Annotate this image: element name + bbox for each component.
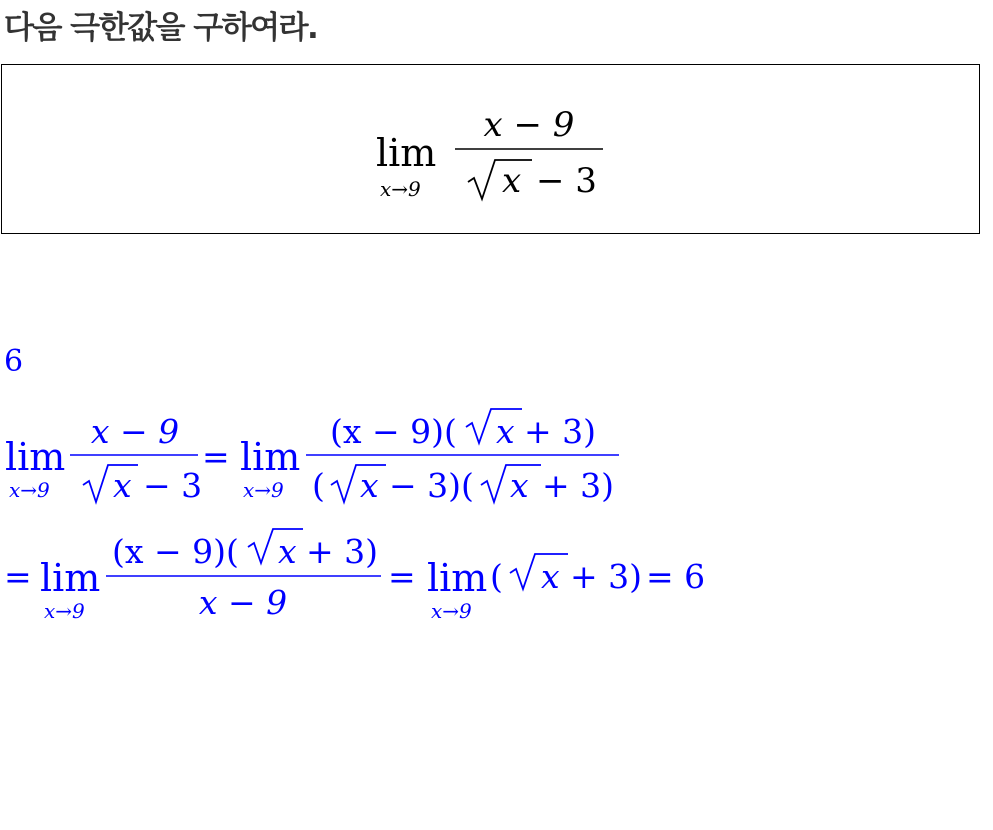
left-numerator: x − 9 — [90, 412, 180, 451]
expr-close: + 3) — [570, 557, 643, 596]
lim-subscript: x→9 — [380, 177, 421, 201]
right-numerator-a: (x − 9)( — [330, 412, 457, 451]
lim-subscript: x→9 — [9, 478, 50, 502]
equals-sign: = — [388, 557, 416, 596]
right-numerator-b: + 3) — [524, 412, 597, 451]
solution-line-1 — [0, 405, 640, 505]
lim-operator: lim — [240, 435, 301, 479]
numerator-a: (x − 9)( — [112, 532, 239, 571]
sqrt-radicand: x — [502, 161, 522, 201]
sqrt-radicand: x — [541, 557, 560, 596]
right-denominator-b: − 3)( — [389, 466, 474, 505]
lim-operator: lim — [5, 435, 66, 479]
numerator: x − 9 — [483, 105, 575, 145]
result: = 6 — [646, 557, 706, 596]
denominator: x − 9 — [198, 583, 288, 622]
problem-box — [1, 64, 980, 234]
denominator-rest: − 3 — [536, 161, 597, 201]
expr-open: ( — [490, 557, 503, 596]
lim-subscript: x→9 — [243, 478, 284, 502]
sqrt-sign — [468, 160, 532, 199]
answer-value: 6 — [4, 344, 24, 379]
sqrt-radicand: x — [278, 532, 297, 571]
lim-subscript: x→9 — [431, 599, 472, 623]
equals-sign: = — [202, 437, 230, 476]
right-denominator-c: + 3) — [542, 466, 615, 505]
sqrt-radicand: x — [360, 466, 379, 505]
equals-sign: = — [4, 557, 32, 596]
solution-line-2 — [0, 525, 720, 625]
sqrt-radicand: x — [496, 412, 515, 451]
lim-subscript: x→9 — [44, 599, 85, 623]
sqrt-radicand: x — [510, 466, 529, 505]
numerator-b: + 3) — [306, 532, 379, 571]
lim-operator: lim — [427, 556, 488, 600]
lim-operator: lim — [40, 556, 101, 600]
lim-operator: lim — [376, 131, 437, 175]
right-denominator-a: ( — [312, 466, 325, 505]
problem-formula — [2, 65, 978, 233]
left-denominator-rest: − 3 — [143, 466, 203, 505]
instruction-heading: 다음 극한값을 구하여라. — [4, 10, 318, 46]
sqrt-radicand: x — [113, 466, 132, 505]
